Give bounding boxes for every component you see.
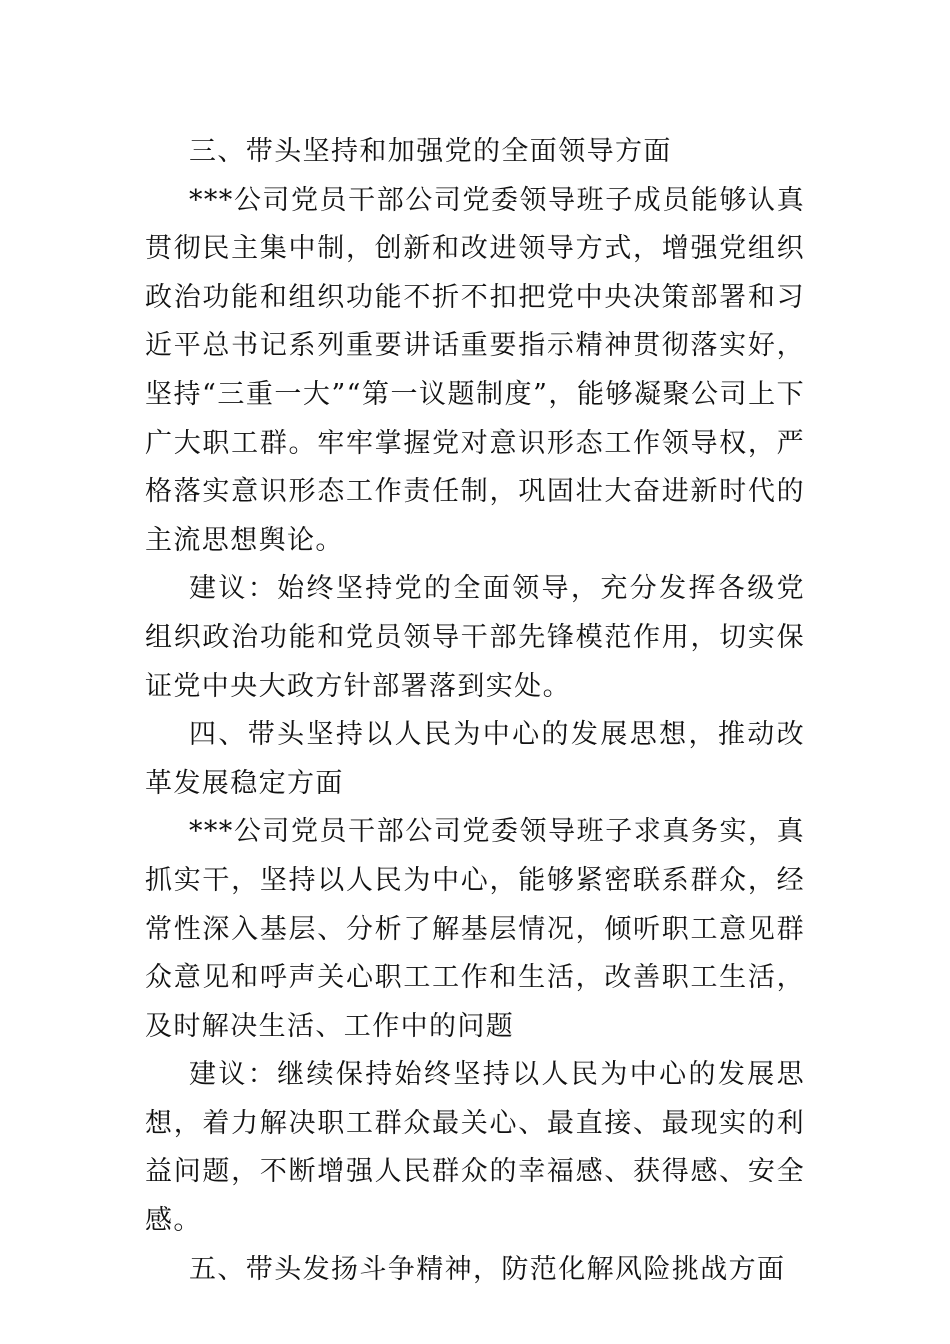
- section-heading-5: 五、带头发扬斗争精神，防范化解风险挑战方面: [189, 1253, 786, 1285]
- section-heading-4: 四、带头坚持以人民为中心的发展思想，推动改革发展稳定方面: [145, 719, 805, 799]
- section-3-body: ***公司党员干部公司党委领导班子成员能够认真贯彻民主集中制，创新和改进领导方式，增强党组织政治功能和组织功能不折不扣把党中央决策部署和习近平总书记系列重要讲话重要指示精神贯彻落实好，坚持“三重一大”“第一议题制度”，能够凝聚公司上下广大职工群。牢牢掌握党对意识形态工作领导权，严格落实意识形态工作责任制，巩固壮大奋进新时代的主流思想舆论。: [145, 184, 805, 556]
- document-body: [145, 128, 805, 1294]
- section-4-body: ***公司党员干部公司党委领导班子求真务实，真抓实干，坚持以人民为中心，能够紧密联系群众，经常性深入基层、分析了解基层情况，倾听职工意见群众意见和呼声关心职工工作和生活，改善职工生活，及时解决生活、工作中的问题: [145, 816, 805, 1042]
- section-3-suggestion: 建议：始终坚持党的全面领导，充分发挥各级党组织政治功能和党员领导干部先锋模范作用，切实保证党中央大政方针部署落到实处。: [145, 573, 805, 702]
- section-heading-3: 三、带头坚持和加强党的全面领导方面: [189, 136, 672, 167]
- section-4-suggestion: 建议：继续保持始终坚持以人民为中心的发展思想，着力解决职工群众最关心、最直接、最现实的利益问题，不断增强人民群众的幸福感、获得感、安全感。: [145, 1059, 805, 1237]
